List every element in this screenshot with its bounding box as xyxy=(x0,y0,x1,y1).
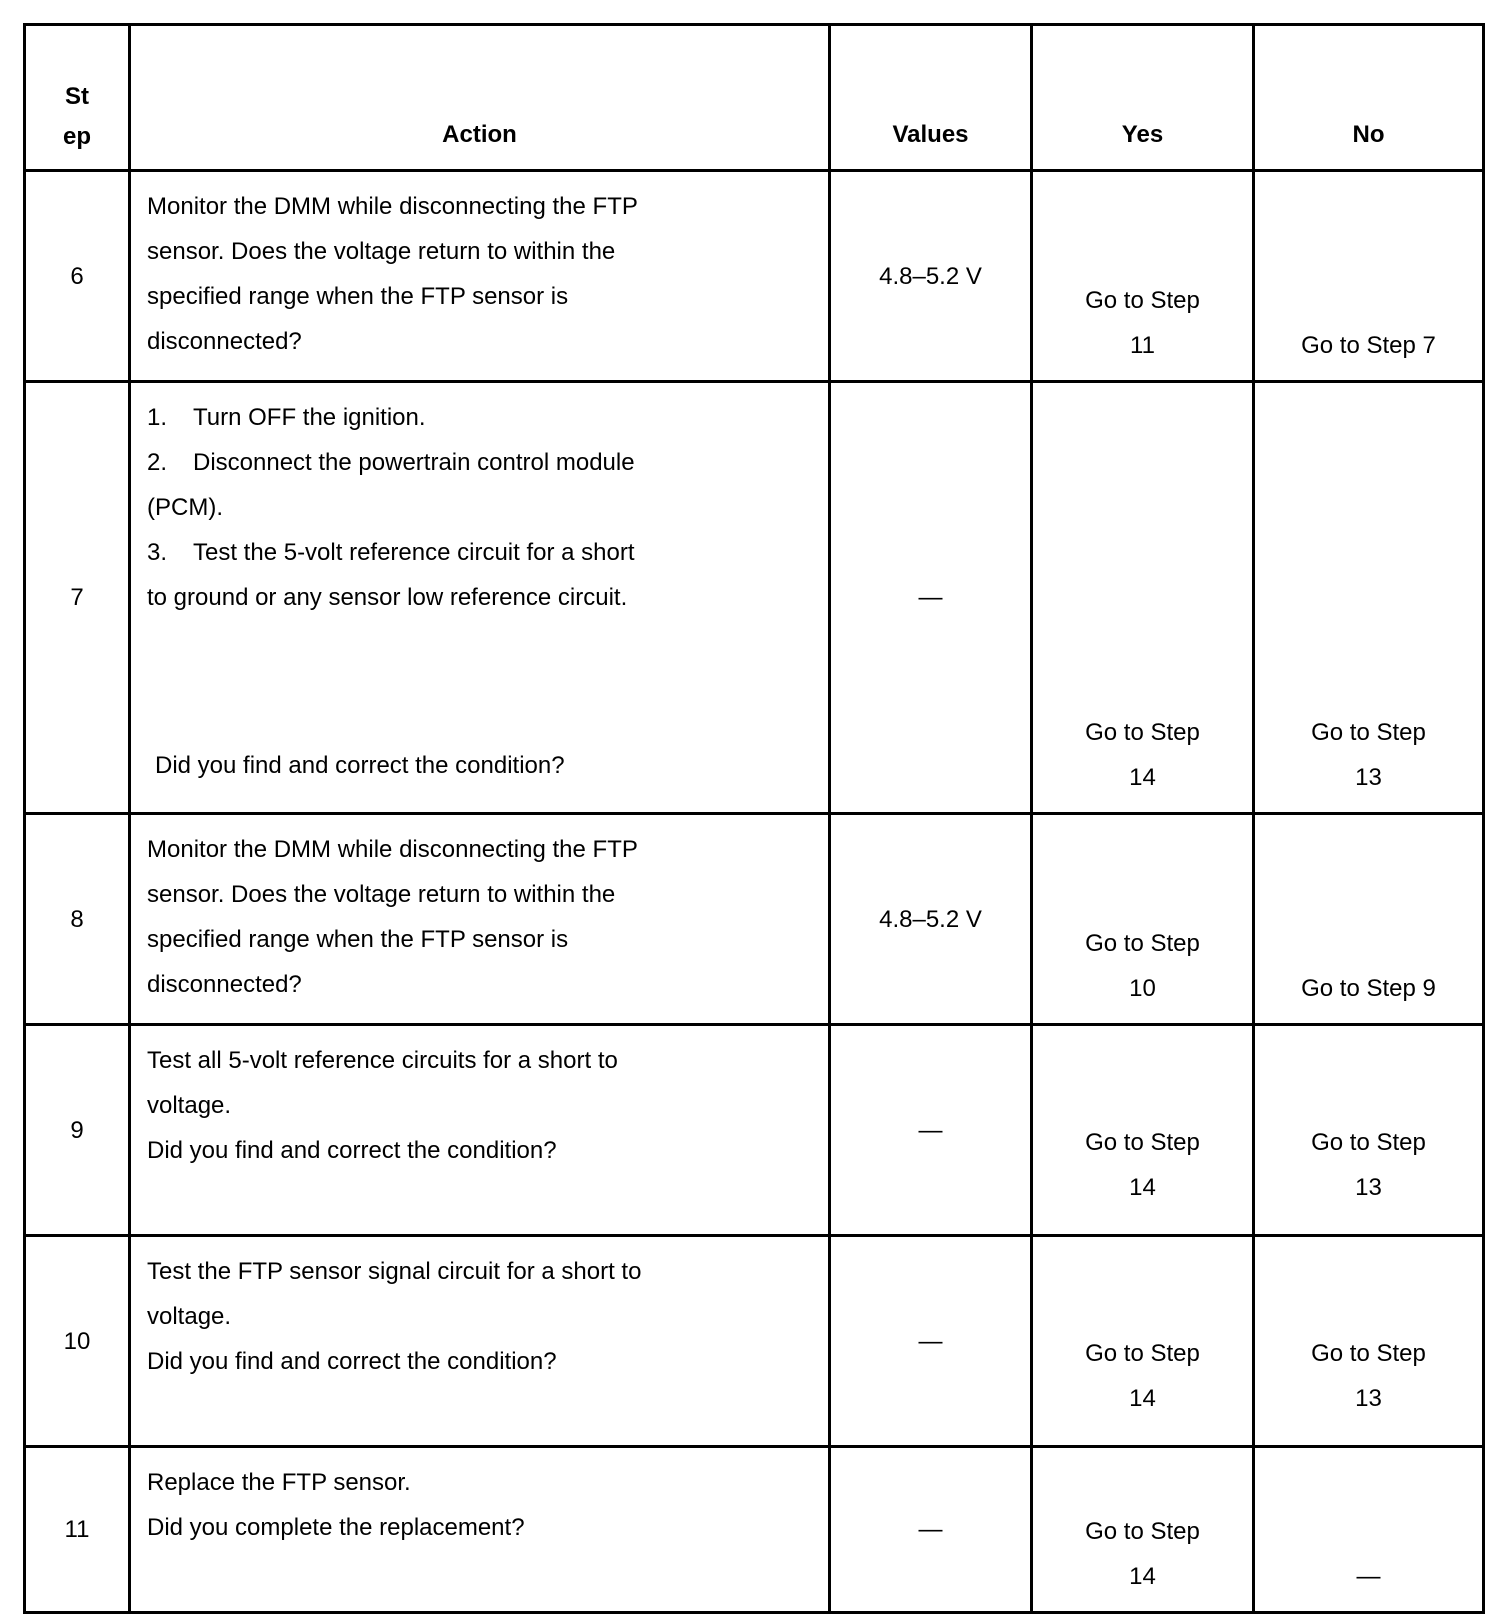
header-action: Action xyxy=(130,25,830,171)
no-line: Go to Step xyxy=(1311,1129,1426,1156)
values-cell: — xyxy=(830,1025,1032,1236)
action-cell xyxy=(130,814,830,1025)
action-question: Did you find and correct the condition? xyxy=(155,752,565,779)
action-line: Test the FTP sensor signal circuit for a short to xyxy=(147,1258,642,1285)
action-list-item: 3. Test the 5-volt reference circuit for a short xyxy=(147,539,635,566)
no-line: Go to Step xyxy=(1311,1340,1426,1367)
values-cell: — xyxy=(830,1447,1032,1613)
step-number: 8 xyxy=(25,814,130,1025)
header-row xyxy=(25,25,1484,171)
yes-line: 10 xyxy=(1129,975,1156,1002)
values-cell: 4.8–5.2 V xyxy=(830,171,1032,382)
action-line: Test all 5-volt reference circuits for a short to xyxy=(147,1047,618,1074)
table-row xyxy=(25,1447,1484,1613)
header-yes: Yes xyxy=(1032,25,1254,171)
action-line: Did you find and correct the condition? xyxy=(147,1348,557,1375)
action-line: Monitor the DMM while disconnecting the FTP xyxy=(147,193,638,220)
action-list-item: to ground or any sensor low reference circuit. xyxy=(147,584,628,611)
step-number: 10 xyxy=(25,1236,130,1447)
no-line: 13 xyxy=(1355,1174,1382,1201)
yes-line: 11 xyxy=(1130,332,1155,359)
yes-line: 14 xyxy=(1129,1563,1156,1590)
yes-line: Go to Step xyxy=(1085,719,1200,746)
action-cell xyxy=(130,382,830,814)
yes-cell xyxy=(1032,1236,1254,1447)
values-cell: 4.8–5.2 V xyxy=(830,814,1032,1025)
action-line: Monitor the DMM while disconnecting the FTP xyxy=(147,836,638,863)
yes-cell xyxy=(1032,1447,1254,1613)
values-cell: — xyxy=(830,1236,1032,1447)
action-line: specified range when the FTP sensor is xyxy=(147,926,569,953)
header-step-line1: St xyxy=(65,83,89,110)
action-line: sensor. Does the voltage return to within the xyxy=(147,238,616,265)
action-line: Did you complete the replacement? xyxy=(147,1514,525,1541)
yes-line: Go to Step xyxy=(1085,1340,1200,1367)
no-line: 13 xyxy=(1355,1385,1382,1412)
no-cell xyxy=(1254,1236,1484,1447)
action-cell xyxy=(130,1447,830,1613)
action-line: voltage. xyxy=(147,1303,232,1330)
action-list-item: 2. Disconnect the powertrain control module xyxy=(147,449,635,476)
step-number: 7 xyxy=(25,382,130,814)
header-step xyxy=(25,25,130,171)
no-line: Go to Step 9 xyxy=(1301,975,1436,1002)
table-row xyxy=(25,171,1484,382)
values-cell: — xyxy=(830,382,1032,814)
action-list-item: (PCM). xyxy=(147,494,223,521)
yes-line: 14 xyxy=(1129,764,1156,791)
yes-line: Go to Step xyxy=(1085,1129,1200,1156)
no-cell xyxy=(1254,1025,1484,1236)
header-step-line2: ep xyxy=(62,123,91,150)
yes-cell xyxy=(1032,1025,1254,1236)
action-line: Did you find and correct the condition? xyxy=(147,1137,557,1164)
action-cell xyxy=(130,171,830,382)
step-number: 11 xyxy=(25,1447,130,1613)
no-cell xyxy=(1254,814,1484,1025)
no-line: Go to Step xyxy=(1311,719,1426,746)
yes-line: 14 xyxy=(1129,1174,1156,1201)
no-cell xyxy=(1254,171,1484,382)
yes-line: 14 xyxy=(1129,1385,1156,1412)
action-list-item: 1. Turn OFF the ignition. xyxy=(147,404,426,431)
no-line: Go to Step 7 xyxy=(1301,332,1436,359)
table-row xyxy=(25,1025,1484,1236)
yes-line: Go to Step xyxy=(1085,287,1200,314)
action-line: sensor. Does the voltage return to within the xyxy=(147,881,616,908)
header-values: Values xyxy=(830,25,1032,171)
yes-line: Go to Step xyxy=(1085,1518,1200,1545)
yes-cell xyxy=(1032,814,1254,1025)
action-line: disconnected? xyxy=(147,328,302,355)
action-line: Replace the FTP sensor. xyxy=(147,1469,411,1496)
action-line: disconnected? xyxy=(147,971,302,998)
action-cell xyxy=(130,1236,830,1447)
diagnostic-table xyxy=(23,23,1485,1614)
yes-line: Go to Step xyxy=(1085,930,1200,957)
header-no: No xyxy=(1254,25,1484,171)
table-row xyxy=(25,382,1484,814)
table-row xyxy=(25,814,1484,1025)
action-line: specified range when the FTP sensor is xyxy=(147,283,569,310)
action-cell xyxy=(130,1025,830,1236)
yes-cell xyxy=(1032,382,1254,814)
no-cell xyxy=(1254,382,1484,814)
step-number: 9 xyxy=(25,1025,130,1236)
yes-cell xyxy=(1032,171,1254,382)
step-number: 6 xyxy=(25,171,130,382)
action-line: voltage. xyxy=(147,1092,232,1119)
table-row xyxy=(25,1236,1484,1447)
no-line: — xyxy=(1356,1563,1381,1590)
no-line: 13 xyxy=(1355,764,1382,791)
no-cell xyxy=(1254,1447,1484,1613)
